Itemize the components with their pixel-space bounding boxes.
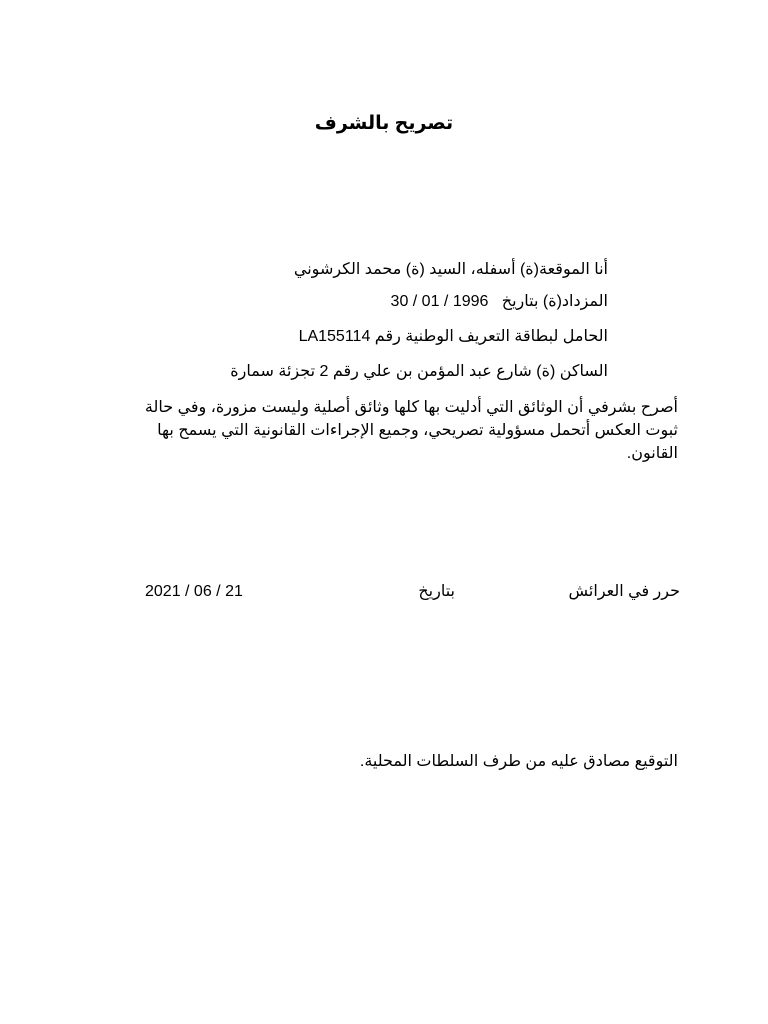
id-card-line: الحامل لبطاقة التعريف الوطنية رقم LA155114: [298, 328, 608, 345]
certification-note: التوقيع مصادق عليه من طرف السلطات المحلية.: [359, 753, 678, 770]
declaration-paragraph: أصرح بشرفي أن الوثائق التي أدليت بها كلها وثائق أصلية وليست مزورة، وفي حالة ثبوت العكس أتحمل مسؤولية تصريحي، وجميع الإجراءات القانونية التي يسمح بها القانون.: [144, 399, 678, 462]
signer-line: أنا الموقعة(ة) أسفله، السيد (ة) محمد الكرشوني: [293, 261, 608, 278]
birth-line: [391, 292, 608, 312]
signed-date: 2021 / 06 / 21: [145, 583, 243, 600]
date-label: بتاريخ: [418, 583, 455, 600]
place-line: حرر في العرائش: [568, 583, 680, 600]
address-line: الساكن (ة) شارع عبد المؤمن بن علي رقم 2 تجزئة سمارة: [230, 363, 608, 380]
place-date-row: [140, 582, 680, 604]
birth-date: 30 / 01 / 1996: [390, 293, 489, 310]
document-title: تصريح بالشرف: [314, 113, 454, 134]
birth-label: المزداد(ة) بتاريخ: [501, 293, 608, 310]
